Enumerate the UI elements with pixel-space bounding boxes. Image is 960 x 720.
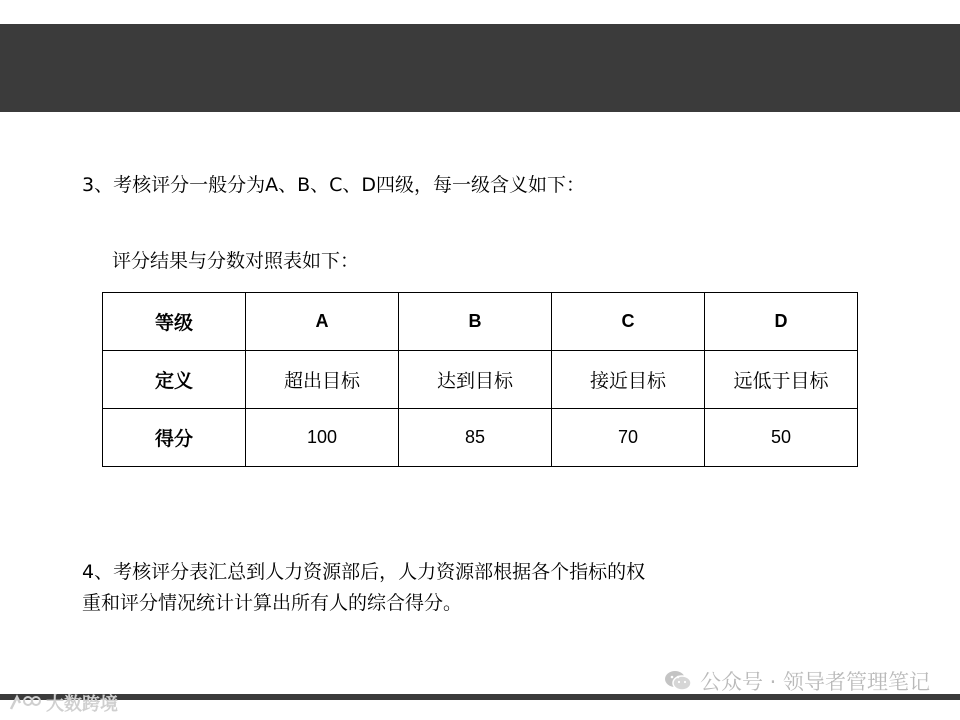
footer-band xyxy=(0,694,960,700)
watermark xyxy=(664,666,930,696)
table-row-score xyxy=(103,409,858,467)
score-c: 70 xyxy=(552,409,705,467)
score-d: 50 xyxy=(705,409,858,467)
bottom-logo-text: 大数跨境 xyxy=(46,694,118,715)
score-a: 100 xyxy=(246,409,399,467)
definition-d: 远低于目标 xyxy=(705,351,858,409)
table-caption: 评分结果与分数对照表如下： xyxy=(112,250,360,272)
score-b: 85 xyxy=(399,409,552,467)
wechat-icon xyxy=(664,669,692,693)
bottom-logo xyxy=(8,690,118,716)
table-row-grade xyxy=(103,293,858,351)
header-band xyxy=(0,24,960,112)
logo-mark-icon xyxy=(8,693,42,713)
row-header-score: 得分 xyxy=(103,409,246,467)
score-table xyxy=(102,292,858,467)
paragraph-4-line-1: 4、考核评分表汇总到人力资源部后，人力资源部根据各个指标的权 xyxy=(82,561,646,583)
definition-b: 达到目标 xyxy=(399,351,552,409)
definition-a: 超出目标 xyxy=(246,351,399,409)
grade-a: A xyxy=(246,293,399,351)
definition-c: 接近目标 xyxy=(552,351,705,409)
paragraph-3: 3、考核评分一般分为A、B、C、D四级，每一级含义如下： xyxy=(82,174,586,196)
watermark-text: 公众号 · 领导者管理笔记 xyxy=(699,670,930,694)
row-header-grade: 等级 xyxy=(103,293,246,351)
grade-d: D xyxy=(705,293,858,351)
grade-c: C xyxy=(552,293,705,351)
row-header-definition: 定义 xyxy=(103,351,246,409)
table-row-definition xyxy=(103,351,858,409)
grade-b: B xyxy=(399,293,552,351)
paragraph-4-line-2: 重和评分情况统计计算出所有人的综合得分。 xyxy=(82,592,463,614)
paragraph-4 xyxy=(82,557,645,619)
